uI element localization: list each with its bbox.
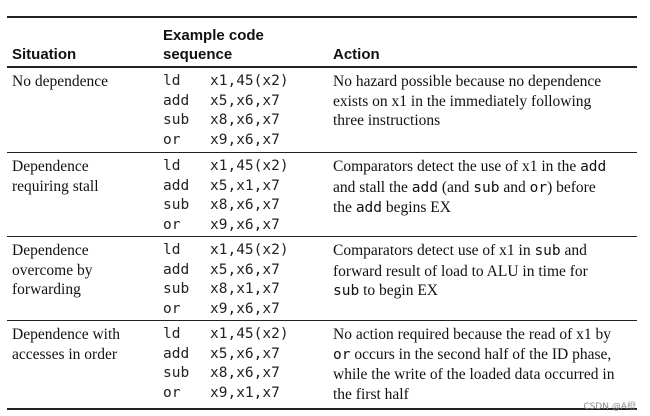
action-line [333,241,638,262]
code-line [163,72,289,92]
column-header-situation: Situation [12,46,77,63]
code-line [163,111,289,131]
code-opcode: ld [163,242,181,258]
code-opcode: sub [163,365,190,381]
action-text: (and [437,178,474,196]
code-opcode: sub [163,112,190,128]
action-cell [333,325,638,404]
action-line [333,325,638,345]
code-line [163,280,289,300]
code-operands: x1,45(x2) [210,158,289,174]
action-text: Comparators detect the use of x1 in the [333,158,581,175]
code-operands: x9,x6,x7 [210,216,280,233]
code-line [163,177,289,197]
code-line [163,364,289,384]
action-text: and stall the [333,178,412,196]
code-line [163,216,289,236]
action-code-token: add [580,159,607,175]
code-opcode: or [163,300,181,317]
code-opcode: ld [163,73,181,89]
action-line [333,365,638,385]
code-line [163,241,289,261]
situation-cell [12,241,157,300]
code-operands: x9,x1,x7 [210,384,280,401]
action-line [333,157,638,178]
situation-cell [12,72,157,92]
situation-text: No dependence [12,73,108,90]
code-operands: x8,x6,x7 [210,365,280,381]
action-line [333,178,638,199]
code-line [163,196,289,216]
code-operands: x5,x1,x7 [210,177,280,194]
code-sequence-cell [163,325,289,403]
code-operands: x8,x6,x7 [210,197,280,213]
code-sequence-cell [163,72,289,150]
code-operands: x1,45(x2) [210,326,289,342]
action-line [333,262,638,282]
code-line [163,300,289,320]
code-operands: x9,x6,x7 [210,300,280,317]
code-sequence-cell [163,157,289,235]
situation-text: requiring stall [12,177,99,195]
action-text: occurs in the second half of the ID phase, [350,345,612,363]
action-line [333,72,638,92]
code-opcode: or [163,131,181,148]
code-sequence-cell [163,241,289,319]
code-operands: x9,x6,x7 [210,131,280,148]
code-operands: x5,x6,x7 [210,92,280,109]
code-operands: x5,x6,x7 [210,261,280,278]
action-code-token: or [529,179,548,196]
row-divider [7,152,637,153]
action-cell [333,157,638,219]
code-line [163,384,289,404]
code-operands: x1,45(x2) [210,242,289,258]
code-line [163,261,289,281]
column-header-action: Action [333,46,380,63]
code-opcode: or [163,384,181,401]
code-line [163,157,289,177]
code-line [163,131,289,151]
action-line [333,281,638,302]
situation-text: Dependence [12,242,89,259]
action-text: the first half [333,385,409,403]
action-code-token: or [333,346,351,363]
action-text: forward result of load to ALU in time for [333,262,588,280]
code-operands: x8,x6,x7 [210,112,280,128]
action-line [333,111,638,131]
header-bottom-rule [7,66,637,68]
code-opcode: add [163,261,190,278]
action-text: No hazard possible because no dependence [333,73,602,90]
code-opcode: sub [163,281,190,297]
table-bottom-rule [7,408,637,410]
action-code-token: add [355,200,383,216]
action-text: three instructions [333,112,441,129]
table-top-rule [7,16,637,18]
situation-text: overcome by [12,261,93,279]
situation-cell [12,157,157,196]
column-header-code-line1: Example code [163,27,264,44]
action-text: and [499,178,530,196]
situation-text: forwarding [12,281,81,298]
code-operands: x8,x1,x7 [210,281,280,297]
action-text: while the write of the loaded data occurred in [333,366,615,383]
situation-text: Dependence with [12,326,121,343]
action-text: begins EX [382,199,451,216]
situation-text: Dependence [12,158,89,175]
code-opcode: sub [163,197,190,213]
code-opcode: ld [163,158,181,174]
code-opcode: add [163,177,190,194]
action-text: the [333,199,356,216]
action-text: ) before [547,178,596,196]
row-divider [7,236,637,237]
code-line [163,325,289,345]
action-line [333,198,638,219]
code-opcode: ld [163,326,181,342]
action-code-token: sub [534,243,561,259]
action-text: to begin EX [359,282,438,299]
code-line [163,92,289,112]
action-text: Comparators detect use of x1 in [333,242,535,259]
action-text: No action required because the read of x1 by [333,326,612,343]
watermark: CSDN @A橙 [583,402,636,412]
action-cell [333,241,638,302]
action-cell [333,72,638,131]
code-operands: x1,45(x2) [210,73,289,89]
code-opcode: add [163,345,190,362]
code-opcode: add [163,92,190,109]
situation-cell [12,325,157,364]
code-opcode: or [163,216,181,233]
action-text: and [560,242,587,259]
row-divider [7,320,637,321]
column-header-code-line2: sequence [163,46,233,63]
code-operands: x5,x6,x7 [210,345,280,362]
action-text: exists on x1 in the immediately following [333,92,592,110]
action-code-token: add [411,179,438,196]
code-line [163,345,289,365]
action-code-token: sub [473,179,500,196]
action-code-token: sub [333,283,360,299]
situation-text: accesses in order [12,345,118,363]
action-line [333,345,638,366]
action-line [333,92,638,112]
